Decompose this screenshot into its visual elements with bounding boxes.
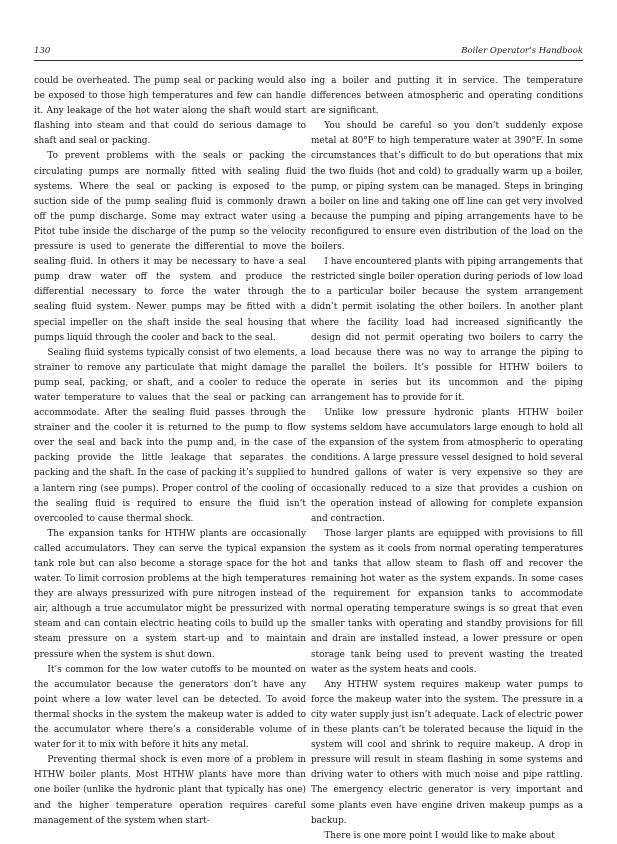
paragraph: It’s common for the low water cutoffs to be mounted on the accumulator because the generators don’t have any point where a low water level can be detected. To avoid thermal shocks in the system the makeup water is added to the accumulator where there’s a considerable volume of water for it to mix with before it hits any metal. xyxy=(34,664,306,751)
paragraph: You should be careful so you don’t suddenly expose metal at 80°F to high temperature water at 390°F. In some circumstances that’s difficult to do but operations that mix the two fluids (hot and cold) to gradually warm up a boiler, pump, or piping system can be managed. Steps in bringing a boiler on line and taking one off line can get very involved because the pumping and piping arrangements have to be reconfigured to ensure even distribution of the load on the boilers. xyxy=(311,121,583,253)
paragraph: Sealing fluid systems typically consist of two elements, a strainer to remove any particulate that might damage the pump seal, packing, or shaft, and a cooler to reduce the water temperature to values that the seal or packing can accommodate. After the sealing fluid passes through the strainer and the cooler it is returned to the pump to flow over the seal and back into the pump and, in the case of packing provide the little leakage that separates the packing and the shaft. In the case of packing it’s supplied to a lantern ring (see pumps). Proper control of the cooling of the sealing fluid is required to ensure the fluid isn’t overcooled to cause thermal shock. xyxy=(34,347,306,524)
paragraph: Unlike low pressure hydronic plants HTHW boiler systems seldom have accumulators large enough to hold all the expansion of the system from atmospheric to operating conditions. A large pressure vessel designed to hold several hundred gallons of water is very expensive so they are occasionally reduced to a size that provides a cushion on the operation instead of allowing for complete expansion and contraction. xyxy=(311,408,583,524)
paragraph: I have encountered plants with piping arrangements that restricted single boiler operation during periods of low load to a particular boiler because the system arrangement didn’t permit isolating the other boilers. In another plant where the facility load had increased significantly the design did not permit operating two boilers to carry the load because there was no way to arrange the piping to parallel the boilers. It’s possible for HTHW boilers to operate in series but its uncommon and the piping arrangement has to provide for it. xyxy=(311,257,583,403)
paragraph: ing a boiler and putting it in service. The temperature differences between atmospheric and operating conditions are significant. xyxy=(311,76,583,117)
page-number: 130 xyxy=(34,46,51,56)
paragraph: To prevent problems with the seals or packing the circulating pumps are normally fitted with sealing fluid systems. Where the seal or packing is exposed to the suction side of the pump sealing fluid is commonly drawn off the pump discharge. Some may extract water using a Pitot tube inside the discharge of the pump so the velocity pressure is used to generate the differential to move the sealing fluid. In others it may be necessary to have a seal pump draw water off the system and produce the differential necessary to force the water through the sealing fluid system. Newer pumps may be fitted with a special impeller on the shaft inside the seal housing that pumps liquid through the cooler and back to the seal. xyxy=(34,151,306,343)
paragraph: Any HTHW system requires makeup water pumps to force the makeup water into the system. The pressure in a city water supply just isn’t adequate. Lack of electric power in these plants can’t be tolerated because the liquid in the system will cool and shrink to require makeup. A drop in pressure will result in steam flashing in some systems and driving water to others with much noise and pipe rattling. The emergency electric generator is very important and some plants even have engine driven makeup pumps as a backup. xyxy=(311,679,583,826)
running-header xyxy=(34,44,583,61)
right-column xyxy=(311,74,583,844)
book-title: Boiler Operator’s Handbook xyxy=(461,46,583,56)
paragraph: Preventing thermal shock is even more of a problem in HTHW boiler plants. Most HTHW plants have more than one boiler (unlike the hydronic plant that typically has one) and the higher temperature operation requires careful management of the system when start- xyxy=(34,755,306,826)
paragraph: The expansion tanks for HTHW plants are occasionally called accumulators. They can serve the typical expansion tank role but can also become a storage space for the hot water. To limit corrosion problems at the high temperatures they are always pressurized with pure nitrogen instead of air, although a true accumulator might be pressurized with steam and can contain electric heating coils to build up the steam pressure on a system start-up and to maintain pressure when the system is shut down. xyxy=(34,528,306,660)
left-column xyxy=(34,74,306,829)
paragraph: Those larger plants are equipped with provisions to fill the system as it cools from normal operating temperatures and tanks that allow steam to flash off and recover the remaining hot water as the system expands. In some cases the requirement for expansion tanks to accommodate normal operating temperature swings is so great that even smaller tanks with operating and standby provisions for fill and drain are installed instead, a lower pressure or open storage tank being used to prevent wasting the treated water as the system heats and cools. xyxy=(311,528,583,675)
paragraph: There is one more point I would like to make about xyxy=(324,830,555,841)
paragraph: could be overheated. The pump seal or packing would also be exposed to those high temperatures and few can handle it. Any leakage of the hot water along the shaft would start flashing into steam and that could do serious damage to shaft and seal or packing. xyxy=(34,76,306,147)
